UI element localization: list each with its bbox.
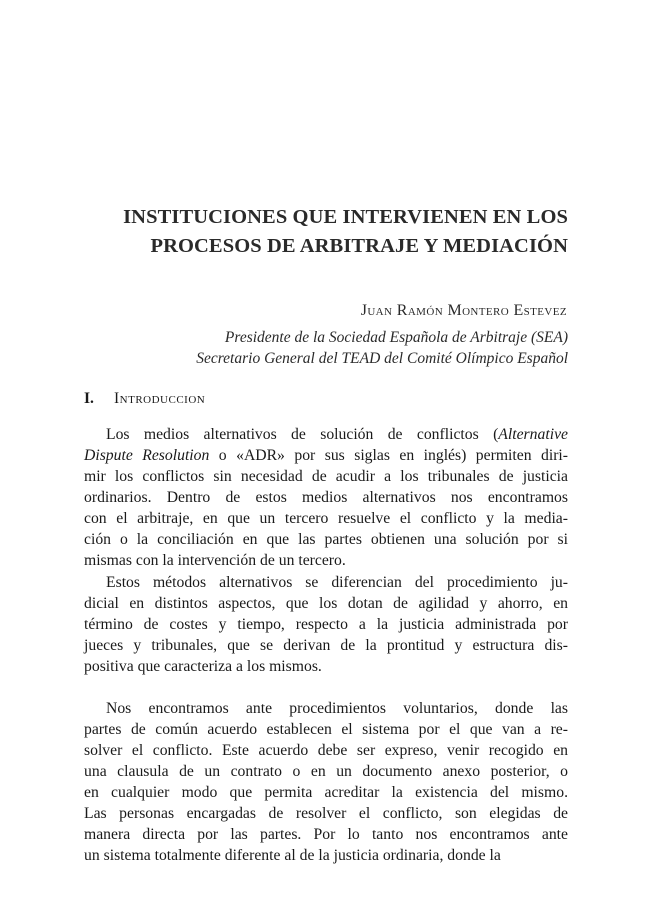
paragraph-line — [84, 803, 568, 824]
line-text: una clausula de un contrato o en un documento anexo posterior, o — [84, 763, 568, 780]
section-heading — [84, 389, 205, 409]
line-text: término de costes y tiempo, respecto a la justicia administrada por — [84, 616, 568, 633]
paragraph-line — [84, 656, 568, 677]
chapter-title-line-1: INSTITUCIONES QUE INTERVIENEN EN LOS — [123, 206, 568, 228]
paragraph-line — [84, 550, 568, 571]
line-emphasis: Alternative — [498, 426, 568, 443]
paragraph-line — [84, 614, 568, 635]
body-paragraph-2 — [84, 572, 568, 677]
body-paragraph-1 — [84, 424, 568, 571]
line-text: jueces y tribunales, que se derivan de la prontitud y estructura dis- — [84, 637, 568, 654]
paragraph-line — [84, 635, 568, 656]
line-text: con el arbitraje, en que un tercero resuelve el conflicto y la media- — [84, 510, 568, 527]
paragraph-line — [84, 572, 568, 593]
paragraph-line — [84, 740, 568, 761]
chapter-title — [95, 203, 568, 261]
line-text: ordinarios. Dentro de estos medios alternativos nos encontramos — [84, 489, 568, 506]
paragraph-line — [84, 698, 568, 719]
paragraph-line — [84, 487, 568, 508]
author-name: Juan Ramón Montero Estevez — [360, 302, 567, 319]
line-text: dicial en distintos aspectos, que los dotan de agilidad y ahorro, en — [84, 595, 568, 612]
line-text: solver el conflicto. Este acuerdo debe ser expreso, venir recogido en — [84, 742, 568, 759]
line-text: manera directa por las partes. Por lo tanto nos encontramos ante — [84, 826, 568, 843]
line-text: un sistema totalmente diferente al de la justicia ordinaria, donde la — [84, 847, 501, 864]
line-text: Estos métodos alternativos se diferencian del procedimiento ju- — [106, 574, 568, 591]
section-title: Introduccion — [114, 390, 206, 407]
author-affiliation-1: Presidente de la Sociedad Española de Arbitraje (SEA) — [224, 329, 568, 346]
paragraph-line — [84, 593, 568, 614]
paragraph-line — [84, 424, 568, 445]
line-text: Las personas encargadas de resolver el conflicto, son elegidas de — [84, 805, 568, 822]
line-emphasis: Dispute Resolution — [84, 447, 210, 464]
body-paragraph-3 — [84, 698, 568, 866]
line-text: mir los conflictos sin necesidad de acudir a los tribunales de justicia — [84, 468, 568, 485]
line-text: en cualquier modo que permita acreditar la existencia del mismo. — [84, 784, 568, 801]
paragraph-line — [84, 782, 568, 803]
paragraph-line — [84, 845, 568, 866]
paragraph-line — [84, 445, 568, 466]
line-text: partes de común acuerdo establecen el sistema por el que van a re- — [84, 721, 568, 738]
paragraph-line — [84, 761, 568, 782]
paragraph-line — [84, 508, 568, 529]
author-affiliation-2: Secretario General del TEAD del Comité Olímpico Español — [196, 350, 568, 367]
line-text: Nos encontramos ante procedimientos voluntarios, donde las — [106, 700, 568, 717]
line-text: o «ADR» por sus siglas en inglés) permiten diri- — [209, 447, 569, 464]
paragraph-line — [84, 824, 568, 845]
line-text: positiva que caracteriza a los mismos. — [84, 658, 322, 675]
paragraph-line — [84, 719, 568, 740]
line-text: Los medios alternativos de solución de conflictos ( — [106, 426, 499, 443]
paragraph-line — [84, 466, 568, 487]
line-text: ción o la conciliación en que las partes obtienen una solución por si — [84, 531, 568, 548]
chapter-title-line-2: PROCESOS DE ARBITRAJE Y MEDIACIÓN — [150, 235, 568, 257]
line-text: mismas con la intervención de un tercero. — [84, 552, 346, 569]
paragraph-line — [84, 529, 568, 550]
section-number: I. — [84, 390, 94, 407]
